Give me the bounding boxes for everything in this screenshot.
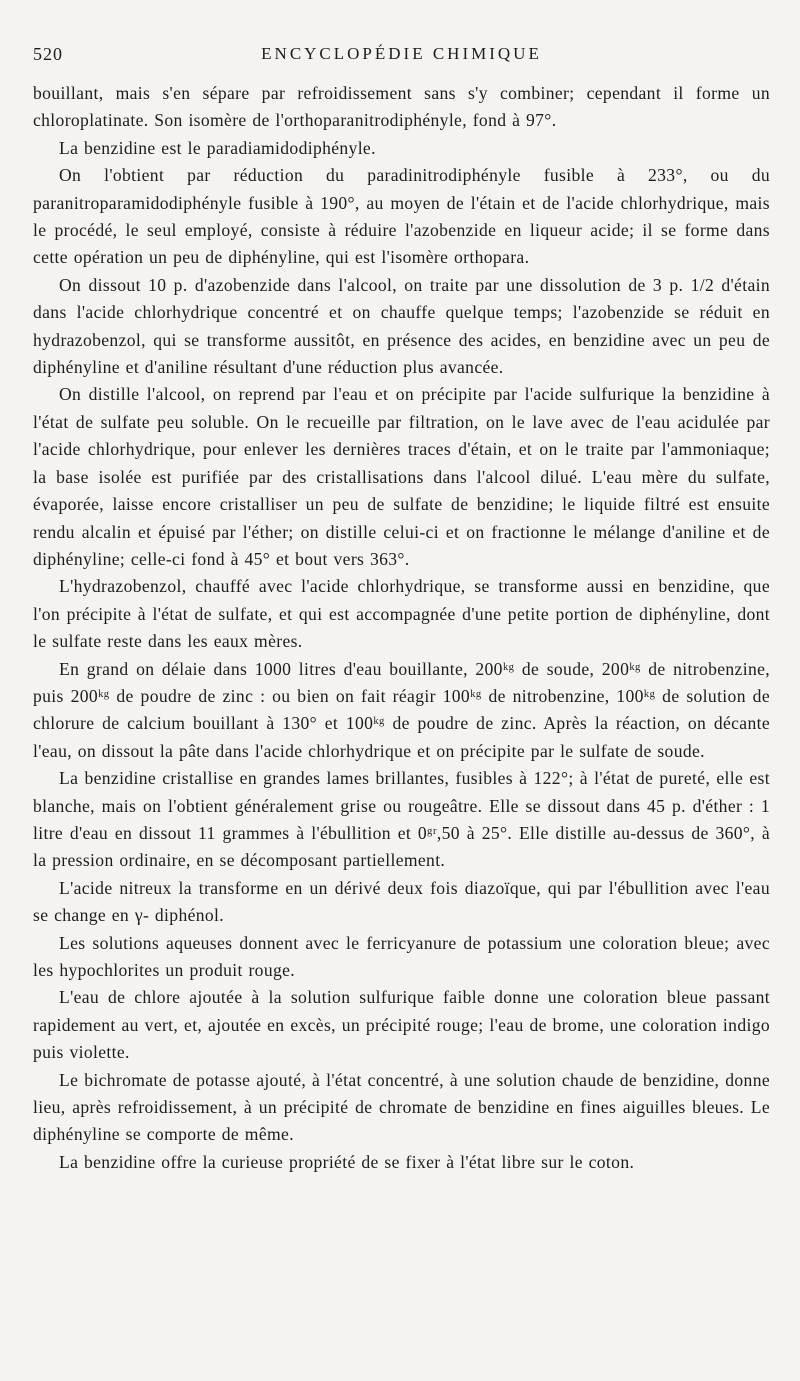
- paragraph: Les solutions aqueuses donnent avec le ferricyanure de potassium une coloration bleue; avec les hypochlorites un produit rouge.: [33, 932, 770, 980]
- page-header: [33, 40, 770, 70]
- paragraph: On dissout 10 p. d'azobenzide dans l'alcool, on traite par une dissolution de 3 p. 1/2 d'étain dans l'acide chlorhydrique concentré et on chauffe quelque temps; l'azobenzide se réduit en hydrazobenzol, qui se transforme aussitôt, en présence des acides, en benzidine avec un peu de diphényline et d'aniline résultant d'une réduction plus avancée.: [33, 274, 770, 378]
- paragraph: bouillant, mais s'en sépare par refroidissement sans s'y combiner; cependant il forme un chloroplatinate. Son isomère de l'orthoparanitrodiphényle, fond à 97°.: [33, 83, 770, 131]
- paragraph: On distille l'alcool, on reprend par l'eau et on précipite par l'acide sulfurique la benzidine à l'état de sulfate peu soluble. On le recueille par filtration, on le lave avec de l'eau acidulée par l'acide chlorhydrique, pour enlever les dernières traces d'étain, et on le traite par l'ammoniaque; la base isolée est purifiée par des cristallisations dans l'alcool dilué. L'eau mère du sulfate, évaporée, laisse encore cristalliser un peu de sulfate de benzidine; le liquide filtré est ensuite rendu alcalin et épuisé par l'éther; on distille celui-ci et on fractionne le mélange d'aniline et de diphényline; celle-ci fond à 45° et bout vers 363°.: [33, 384, 770, 569]
- paragraph: En grand on délaie dans 1000 litres d'eau bouillante, 200ᵏᵍ de soude, 200ᵏᵍ de nitrobenzine, puis 200ᵏᵍ de poudre de zinc : ou bien on fait réagir 100ᵏᵍ de nitrobenzine, 100ᵏᵍ de solution de chlorure de calcium bouillant à 130° et 100ᵏᵍ de poudre de zinc. Après la réaction, on décante l'eau, on dissout la pâte dans l'acide chlorhydrique et on précipite par le sulfate de soude.: [33, 658, 770, 761]
- page-number: 520: [33, 44, 63, 64]
- paragraph: L'acide nitreux la transforme en un dérivé deux fois diazoïque, qui par l'ébullition avec l'eau se change en γ- diphénol.: [33, 877, 770, 926]
- paragraph: La benzidine est le paradiamidodiphényle.: [59, 137, 376, 158]
- body-text: [33, 80, 770, 1176]
- paragraph: La benzidine cristallise en grandes lames brillantes, fusibles à 122°; à l'état de pureté, elle est blanche, mais on l'obtient généralement grise ou rougeâtre. Elle se dissout dans 45 p. d'éther : 1 litre d'eau en dissout 11 grammes à l'ébullition et 0ᵍʳ,50 à 25°. Elle distille au-dessus de 360°, à la pression ordinaire, en se décomposant partiellement.: [33, 768, 770, 871]
- paragraph: Le bichromate de potasse ajouté, à l'état concentré, à une solution chaude de benzidine, donne lieu, après refroidissement, à un précipité de chromate de benzidine en fines aiguilles bleues. Le diphényline se comporte de même.: [33, 1069, 770, 1145]
- running-title: ENCYCLOPÉDIE CHIMIQUE: [261, 44, 542, 63]
- paragraph: On l'obtient par réduction du paradinitrodiphényle fusible à 233°, ou du paranitroparamidodiphényle fusible à 190°, au moyen de l'étain et de l'acide chlorhydrique, mais le procédé, le seul employé, consiste à réduire l'azobenzide en liqueur acide; il se forme dans cette opération un peu de diphényline, qui est l'isomère orthopara.: [33, 165, 770, 268]
- paragraph: L'eau de chlore ajoutée à la solution sulfurique faible donne une coloration bleue passant rapidement au vert, et, ajoutée en excès, un précipité rouge; l'eau de brome, une coloration indigo puis violette.: [33, 987, 770, 1063]
- paragraph: La benzidine offre la curieuse propriété de se fixer à l'état libre sur le coton.: [59, 1151, 635, 1172]
- paragraph: L'hydrazobenzol, chauffé avec l'acide chlorhydrique, se transforme aussi en benzidine, que l'on précipite à l'état de sulfate, et qui est accompagnée d'une petite portion de diphényline, dont le sulfate reste dans les eaux mères.: [33, 576, 770, 652]
